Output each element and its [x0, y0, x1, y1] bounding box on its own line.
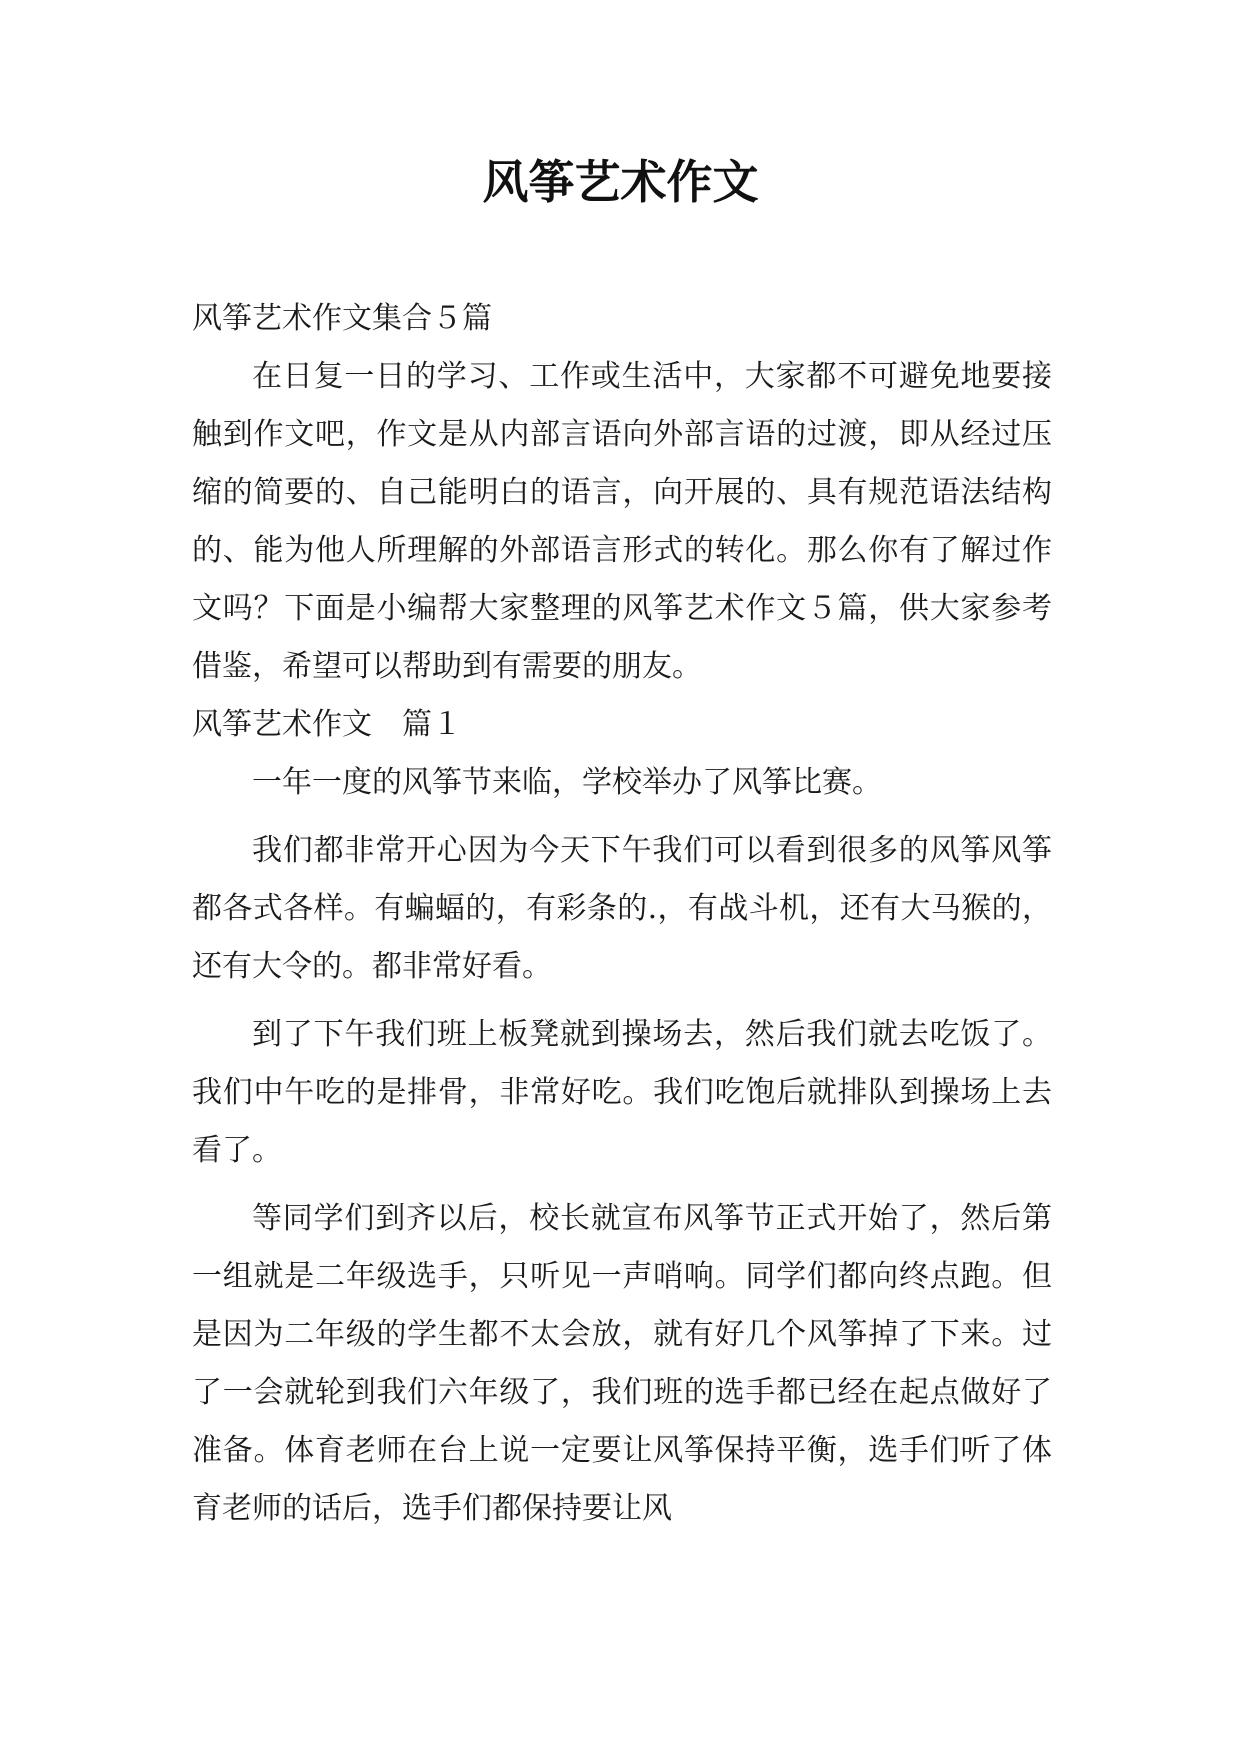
- collection-heading: 风筝艺术作文集合５篇: [192, 301, 492, 336]
- document-body: [192, 290, 1052, 1538]
- document-title: 风筝艺术作文: [482, 155, 759, 209]
- paragraph-4: 等同学们到齐以后，校长就宣布风筝节正式开始了，然后第一组就是二年级选手，只听见一声哨响。同学们都向终点跑。但是因为二年级的学生都不太会放，就有好几个风筝掉了下来。过了一会就轮到我们六年级了，我们班的选手都已经在起点做好了准备。体育老师在台上说一定要让风筝保持平衡，选手们听了体育老师的话后，选手们都保持要让风: [192, 1201, 1052, 1526]
- paragraph-2: 我们都非常开心因为今天下午我们可以看到很多的风筝风筝都各式各样。有蝙蝠的，有彩条的.，有战斗机，还有大马猴的，还有大令的。都非常好看。: [192, 833, 1052, 984]
- paragraph-3: 到了下午我们班上板凳就到操场去，然后我们就去吃饭了。我们中午吃的是排骨，非常好吃。我们吃饱后就排队到操场上去看了。: [192, 1017, 1052, 1168]
- intro-paragraph: 在日复一日的学习、工作或生活中，大家都不可避免地要接触到作文吧，作文是从内部言语向外部言语的过渡，即从经过压缩的简要的、自己能明白的语言，向开展的、具有规范语法结构的、能为他人所理解的外部语言形式的转化。那么你有了解过作文吗？下面是小编帮大家整理的风筝艺术作文５篇，供大家参考借鉴，希望可以帮助到有需要的朋友。: [192, 359, 1052, 684]
- paragraph-1: 一年一度的风筝节来临，学校举办了风筝比赛。: [252, 765, 882, 800]
- section-heading: 风筝艺术作文 篇１: [192, 707, 462, 742]
